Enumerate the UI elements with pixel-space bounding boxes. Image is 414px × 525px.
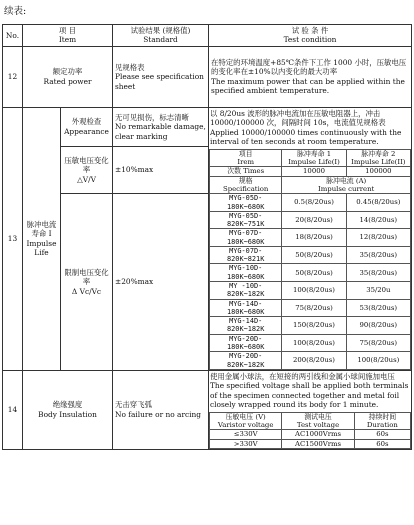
impulse-life2-cell: 14(8/20us) [346, 211, 410, 229]
impulse-condition-cn: 以 8/20us 波形的脉冲电流加在压敏电阻器上，冲击 10000/100000 次，间隔时间 10s，电流值见规格表 [210, 108, 386, 128]
table-row-13 [3, 107, 412, 146]
spec-header-row [210, 176, 411, 194]
continued-label: 续表: [4, 6, 27, 17]
impulse-life2-cell: 12(8/20us) [346, 229, 410, 247]
sub-header-life1: 脉冲寿命 1 Impulse Life(I) [282, 149, 346, 167]
header-no: No. [3, 25, 23, 47]
impulse-condition-cell [209, 107, 412, 370]
sub-header-item: 项目 Irem [210, 149, 282, 167]
vv-standard: ±10%max [113, 146, 209, 193]
impulse-life1-cell: 100(8/20us) [282, 334, 346, 352]
sub-header [210, 412, 411, 430]
impulse-life1-cell: 20(8/20us) [282, 211, 346, 229]
impulse-life2-cell: 35(8/20us) [346, 264, 410, 282]
table-row [210, 264, 411, 282]
times-row [210, 167, 411, 176]
table-header [3, 25, 412, 47]
impulse-condition-en: Applied 10000/100000 times continuously with the interval of ten seconds at room temperature. [210, 127, 402, 147]
row-number: 13 [3, 107, 23, 370]
table-row [210, 194, 411, 212]
insulation-condition-cell [209, 370, 412, 449]
insulation-standard: 无击穿飞弧 No failure or no arcing [113, 370, 209, 449]
spec-cell: MYG-05D-180K~680K [210, 194, 282, 212]
insulation-condition-en: The specified voltage shall be applied both terminals of the specimen connected together and metal foil closely wrapped round its body for 1 minute. [210, 381, 409, 410]
impulse-life2-cell: 53(8/20us) [346, 299, 410, 317]
table-row-14 [3, 370, 412, 449]
spec-cell: MYG-07D-180K~680K [210, 229, 282, 247]
impulse-current-table [209, 149, 411, 370]
header-condition: 试 验 条 件 Test condition [209, 25, 412, 47]
test-spec-table [2, 24, 412, 450]
varistor-voltage-cell: ≤330V [210, 430, 282, 439]
table-row [210, 282, 411, 300]
spec-cell: MYG-10D-180K~680K [210, 264, 282, 282]
test-voltage-cell: AC1000Vrms [282, 430, 354, 439]
header-item: 项 目 Item [23, 25, 113, 47]
test-voltage-cell: AC1500Vrms [282, 439, 354, 448]
impulse-life1-cell: 100(8/20us) [282, 282, 346, 300]
sub-header-life2: 脉冲寿命 2 Impulse Life(II) [346, 149, 410, 167]
table-row-12 [3, 46, 412, 107]
spec-cell: MYG-20D-180K~680K [210, 334, 282, 352]
times-label: 次数 Times [210, 167, 282, 176]
sub-item-clamp-voltage-change: 限制电压变化率 Δ Vc/Vc [61, 193, 113, 370]
vc-standard: ±20%max [113, 193, 209, 370]
table-row [210, 334, 411, 352]
table-row [210, 317, 411, 335]
sub-header-duration: 持续时间 Duration [354, 412, 410, 430]
impulse-life1-cell: 18(8/20us) [282, 229, 346, 247]
impulse-life1-cell: 200(8/20us) [282, 352, 346, 370]
spec-cell: MYG-14D-820K~182K [210, 317, 282, 335]
insulation-condition-cn: 使用金属小球法，在短接的两引线和金属小球间施加电压 [210, 371, 395, 381]
table-row [210, 439, 411, 448]
times-life1: 10000 [282, 167, 346, 176]
impulse-life2-cell: 35/20u [346, 282, 410, 300]
sub-header-varistor-voltage: 压敏电压 (V) Varistor voltage [210, 412, 282, 430]
spec-cell: MY -10D-820K~182K [210, 282, 282, 300]
varistor-voltage-cell: >330V [210, 439, 282, 448]
header-standard: 试验结果 (规格值) Standard [113, 25, 209, 47]
table-row [210, 299, 411, 317]
duration-cell: 60s [354, 439, 410, 448]
impulse-life1-cell: 75(8/20us) [282, 299, 346, 317]
impulse-life1-cell: 50(8/20us) [282, 264, 346, 282]
spec-cell: MYG-07D-820K~821K [210, 246, 282, 264]
table-row [210, 246, 411, 264]
current-header: 脉冲电流 (A) Impulse current [282, 176, 411, 194]
appearance-standard: 无可见损伤，标志清晰 No remarkable damage, clear marking [113, 107, 209, 146]
impulse-life2-cell: 75(8/20us) [346, 334, 410, 352]
impulse-life2-cell: 100(8/20us) [346, 352, 410, 370]
impulse-life1-cell: 0.5(8/20us) [282, 194, 346, 212]
row-number: 14 [3, 370, 23, 449]
impulse-life2-cell: 90(8/20us) [346, 317, 410, 335]
impulse-life2-cell: 0.45(8/20us) [346, 194, 410, 212]
impulse-life1-cell: 150(8/20us) [282, 317, 346, 335]
sub-header-test-voltage: 测试电压 Test voltage [282, 412, 354, 430]
table-row [210, 229, 411, 247]
duration-cell: 60s [354, 430, 410, 439]
spec-header: 规格 Specification [210, 176, 282, 194]
item-body-insulation: 绝缘强度 Body Insulation [23, 370, 113, 449]
times-life2: 100000 [346, 167, 410, 176]
sub-item-appearance: 外观检查 Appearance [61, 107, 113, 146]
sub-header [210, 149, 411, 167]
impulse-life1-cell: 50(8/20us) [282, 246, 346, 264]
item-impulse-life: 脉冲电流寿命 I Impulse Life [23, 107, 61, 370]
impulse-life2-cell: 35(8/20us) [346, 246, 410, 264]
spec-cell: MYG-14D-180K~680K [210, 299, 282, 317]
sub-item-varistor-voltage-change: 压敏电压变化率 △V/V [61, 146, 113, 193]
row-number: 12 [3, 46, 23, 107]
insulation-voltage-table [209, 412, 411, 449]
spec-cell: MYG-05D-820K~751K [210, 211, 282, 229]
table-row [210, 211, 411, 229]
item-rated-power: 额定功率 Rated power [23, 46, 113, 107]
condition-cell: 在特定的环境温度+85℃条件下工作 1000 小时，压敏电压的变化率在±10%以内变化的最大功率 The maximum power that can be applied within the specified ambient temperature. [209, 46, 412, 107]
standard-cell: 见规格表 Please see specification sheet [113, 46, 209, 107]
table-row [210, 352, 411, 370]
table-row [210, 430, 411, 439]
spec-cell: MYG-20D-820K~182K [210, 352, 282, 370]
